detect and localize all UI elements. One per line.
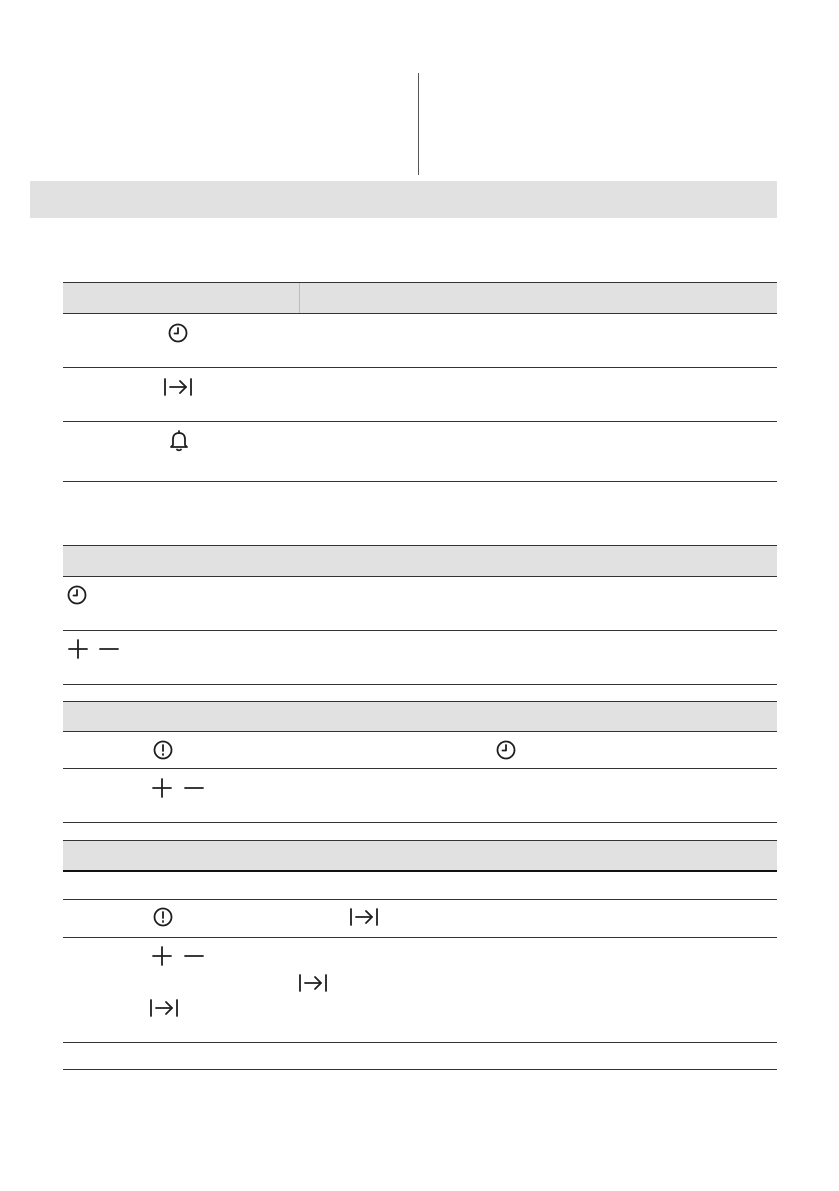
table4-row-separator-1 — [63, 899, 777, 900]
header-column-divider — [418, 73, 419, 175]
table4-header-underline — [63, 870, 777, 872]
bell-icon — [169, 430, 189, 452]
plus-icon — [151, 777, 173, 799]
minus-icon — [183, 945, 205, 967]
table4-row-separator-2 — [63, 937, 777, 938]
section-heading-bar — [30, 181, 777, 218]
table1-row-separator-1 — [63, 367, 777, 368]
end-arrow-icon — [349, 907, 379, 927]
end-arrow-icon — [149, 998, 179, 1018]
minus-icon — [98, 638, 120, 660]
clock-icon — [66, 584, 88, 606]
table2-header-row — [63, 545, 777, 577]
end-arrow-icon — [163, 377, 193, 397]
plus-icon — [67, 638, 89, 660]
table4-bottom-rule — [63, 1069, 777, 1070]
plus-icon — [151, 945, 173, 967]
table3-row-separator — [63, 768, 777, 769]
table2-row-separator — [63, 630, 777, 631]
clock-icon — [495, 739, 517, 761]
power-clock-icon — [152, 906, 174, 928]
table3-header-row — [63, 701, 777, 732]
table1-row-separator-2 — [63, 421, 777, 422]
clock-icon — [167, 322, 189, 344]
table3-bottom-rule — [63, 822, 777, 823]
end-arrow-icon — [298, 973, 328, 993]
minus-icon — [183, 777, 205, 799]
table1-bottom-rule — [63, 481, 777, 482]
table2-bottom-rule — [63, 684, 777, 685]
table1-header-divider — [299, 283, 300, 313]
table1-header-row — [63, 282, 777, 314]
power-clock-icon — [152, 739, 174, 761]
table4-row-separator-3 — [63, 1042, 777, 1043]
table4-header-row — [63, 840, 777, 872]
